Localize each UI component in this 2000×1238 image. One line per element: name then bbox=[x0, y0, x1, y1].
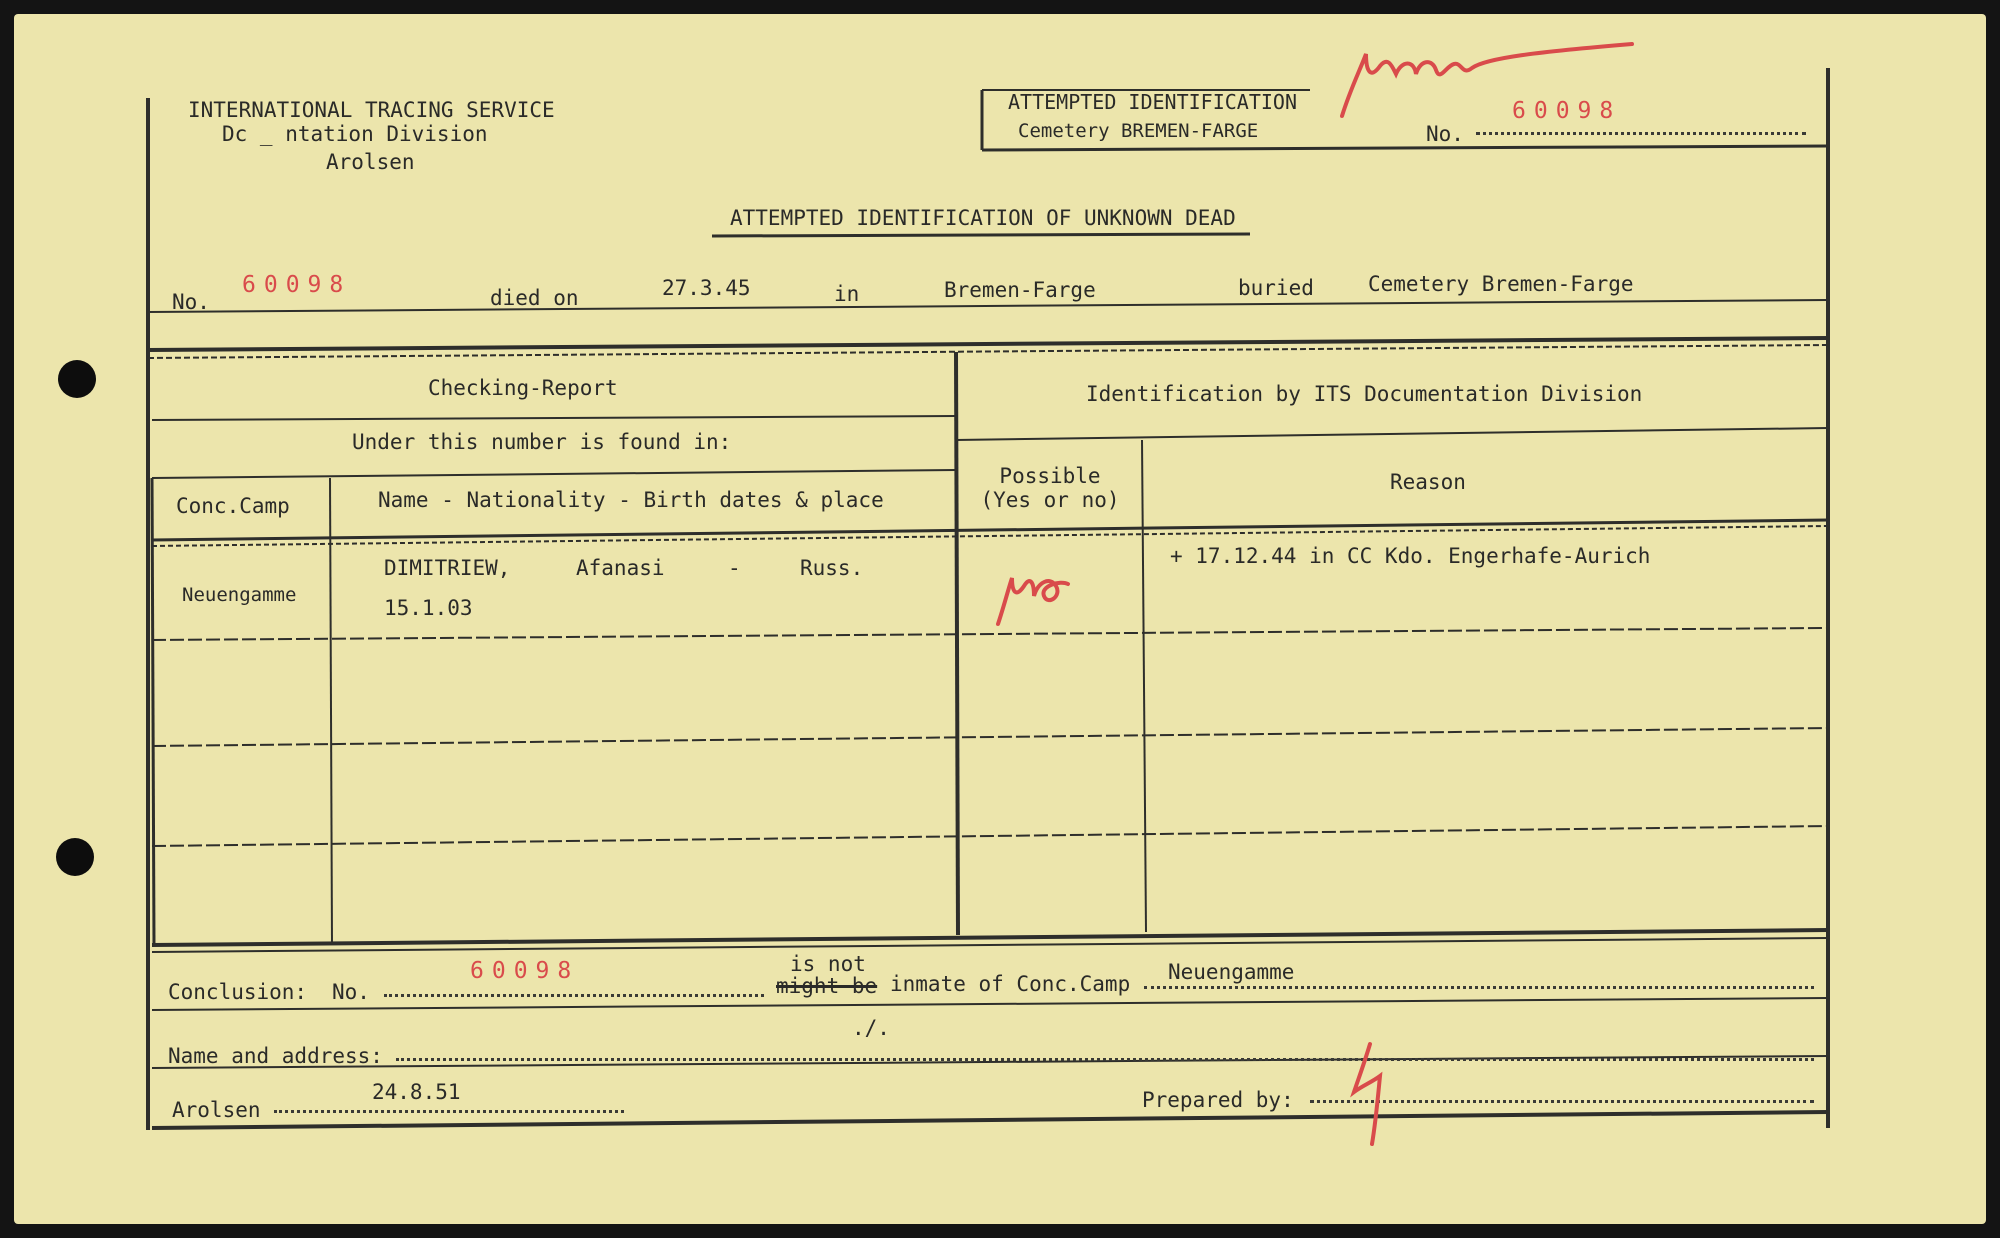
row1-possible-text bbox=[1010, 580, 1035, 604]
header-box-title: ATTEMPTED IDENTIFICATION bbox=[1008, 90, 1297, 114]
col-header-name: Name - Nationality - Birth dates & place bbox=[378, 488, 884, 512]
col-header-possible-line2: (Yes or no) bbox=[980, 488, 1120, 512]
record-buried-label: buried bbox=[1238, 276, 1314, 300]
conclusion-is-not: is not bbox=[790, 952, 866, 976]
org-line-2: Dc _ ntation Division bbox=[222, 122, 488, 146]
col-header-possible bbox=[980, 464, 1120, 512]
record-in-value: Bremen-Farge bbox=[944, 278, 1096, 302]
col-header-possible-line1: Possible bbox=[999, 464, 1101, 488]
conclusion-struck-might-be: might be bbox=[776, 974, 878, 998]
conclusion-camp-dots bbox=[1144, 986, 1814, 989]
conclusion-label: Conclusion: bbox=[168, 980, 308, 1004]
name-address-value: ./. bbox=[852, 1016, 890, 1040]
record-in-label: in bbox=[834, 282, 860, 306]
name-address-dots bbox=[396, 1058, 1814, 1061]
row1-forename: Afanasi bbox=[576, 556, 665, 580]
col-header-conc-camp: Conc.Camp bbox=[176, 494, 290, 518]
record-died-on-label: died on bbox=[490, 286, 579, 310]
row1-reason: + 17.12.44 in CC Kdo. Engerhafe-Aurich bbox=[1170, 544, 1651, 568]
conclusion-no-dots bbox=[384, 994, 764, 997]
header-box-no-label: No. bbox=[1426, 122, 1464, 146]
handwritten-none-text bbox=[1400, 40, 1451, 64]
conclusion-camp: Neuengamme bbox=[1168, 960, 1295, 984]
footer-date-dots bbox=[274, 1110, 624, 1113]
org-line-3: Arolsen bbox=[326, 150, 415, 174]
record-no-label: No. bbox=[172, 290, 210, 314]
conclusion-no-label: No. bbox=[332, 980, 370, 1004]
identification-heading: Identification by ITS Documentation Division bbox=[1086, 382, 1643, 406]
footer-date-value: 24.8.51 bbox=[372, 1080, 461, 1104]
conclusion-inmate-text: inmate of Conc.Camp bbox=[890, 972, 1131, 996]
record-buried-value: Cemetery Bremen-Farge bbox=[1368, 272, 1634, 296]
record-died-on-value: 27.3.45 bbox=[662, 276, 751, 300]
footer-prepared-label: Prepared by: bbox=[1142, 1088, 1294, 1112]
handwritten-none-scribble bbox=[1336, 30, 1636, 120]
row1-dash: - bbox=[728, 556, 741, 580]
conclusion-no-value: 60098 bbox=[470, 958, 580, 984]
checking-report-subheading: Under this number is found in: bbox=[352, 430, 732, 454]
header-box-no-dots bbox=[1476, 132, 1806, 135]
row1-camp: Neuengamme bbox=[182, 584, 297, 606]
checking-report-heading: Checking-Report bbox=[428, 376, 618, 400]
footer-place-label: Arolsen bbox=[172, 1098, 261, 1122]
row1-surname: DIMITRIEW, bbox=[384, 556, 511, 580]
name-address-label: Name and address: bbox=[168, 1044, 383, 1068]
header-box-no-value: 60098 bbox=[1512, 98, 1622, 124]
handwritten-initial-signature bbox=[1346, 1040, 1406, 1150]
col-header-reason: Reason bbox=[1390, 470, 1466, 494]
row1-nationality: Russ. bbox=[800, 556, 864, 580]
row1-birth: 15.1.03 bbox=[384, 596, 473, 620]
org-line-1: INTERNATIONAL TRACING SERVICE bbox=[188, 98, 555, 122]
record-no-value: 60098 bbox=[242, 272, 352, 298]
form-title: ATTEMPTED IDENTIFICATION OF UNKNOWN DEAD bbox=[730, 206, 1236, 230]
header-box-cemetery: Cemetery BREMEN-FARGE bbox=[1018, 120, 1259, 142]
